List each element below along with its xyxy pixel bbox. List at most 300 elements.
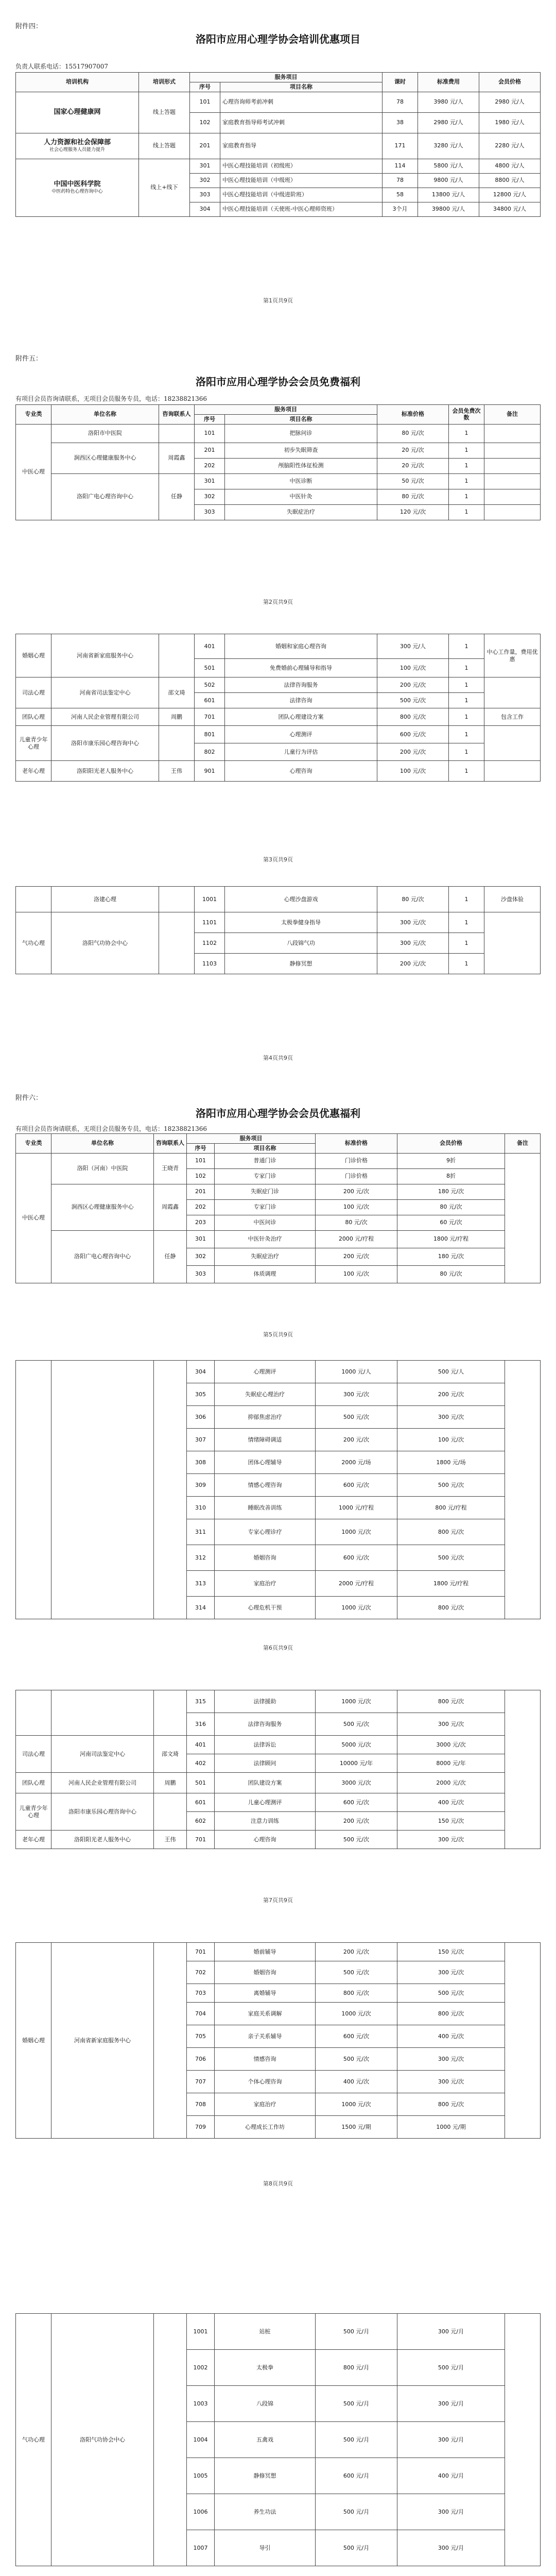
free-benefits-table-cont2 (15, 886, 541, 974)
seq-cell: 401 (187, 1736, 215, 1754)
item-cell: 失眠症心理治疗 (215, 1383, 316, 1406)
page-9 (0, 2210, 556, 2576)
item-cell: 注意力训练 (215, 1812, 316, 1831)
attachment-label: 附件四： (15, 23, 43, 30)
seq-cell: 201 (195, 443, 225, 458)
standard-cell: 80 元/次 (377, 489, 449, 504)
member-cell: 1980 元/人 (479, 112, 541, 133)
item-cell: 普通门诊 (215, 1153, 316, 1168)
times-cell: 1 (449, 912, 484, 933)
standard-cell: 600 元/次 (316, 1545, 397, 1571)
person-cell (159, 424, 195, 443)
person-cell (154, 1690, 187, 1736)
header-field: 专业类 (16, 405, 51, 425)
person-cell (159, 887, 195, 912)
note-cell (484, 458, 541, 473)
seq-cell: 201 (190, 133, 220, 159)
unit-cell: 河南省新家庭服务中心 (51, 1943, 154, 2139)
name-cell: 中医心理技能培训（天使班-中医心理师资班） (220, 202, 383, 216)
member-cell: 300 元/次 (397, 1961, 505, 1984)
seq-cell: 304 (190, 202, 220, 216)
unit-cell: 洛阳阳光老人服务中心 (51, 761, 159, 782)
standard-cell: 39800 元/人 (418, 202, 479, 216)
member-cell: 800 元/次 (397, 2093, 505, 2116)
person-cell: 周鹏 (154, 1773, 187, 1793)
seq-cell: 701 (187, 1943, 215, 1961)
seq-cell: 1103 (195, 954, 225, 974)
person-cell (154, 1361, 187, 1619)
seq-cell: 501 (187, 1773, 215, 1793)
item-cell: 太极拳健身指导 (225, 912, 377, 933)
item-cell: 婚姻咨询 (215, 1545, 316, 1571)
note-cell (505, 1943, 541, 2139)
seq-cell: 315 (187, 1690, 215, 1713)
seq-cell: 101 (195, 424, 225, 443)
unit-cell (51, 1361, 154, 1619)
standard-cell: 5000 元/次 (316, 1736, 397, 1754)
standard-cell: 80 元/次 (316, 1215, 397, 1230)
member-cell: 300 元/月 (397, 2314, 505, 2350)
seq-cell: 307 (187, 1429, 215, 1451)
header-contact: 咨询联系人 (159, 405, 195, 425)
item-cell: 静修冥想 (225, 954, 377, 974)
seq-cell: 1007 (187, 2530, 215, 2566)
standard-cell: 20 元/次 (377, 458, 449, 473)
page-number: 第8页共9页 (263, 2180, 293, 2187)
seq-cell: 310 (187, 1497, 215, 1519)
item-cell: 心理测评 (225, 726, 377, 743)
person-cell: 王伟 (159, 761, 195, 782)
person-cell: 邵文琦 (159, 677, 195, 708)
item-cell: 儿童心理测评 (215, 1793, 316, 1812)
person-cell: 王晓青 (154, 1153, 187, 1184)
header-seq: 序号 (187, 1143, 215, 1153)
name-cell: 中医心理技能培训（中级进阶班） (220, 188, 383, 202)
member-cell: 300 元/次 (397, 1406, 505, 1429)
standard-cell: 100 元/次 (316, 1265, 397, 1283)
item-cell: 家庭治疗 (215, 1571, 316, 1597)
field-cell: 中医心理 (16, 424, 51, 520)
member-cell: 300 元/月 (397, 2386, 505, 2422)
contact-line: 负责人联系电话：15517907007 (15, 63, 108, 70)
item-cell: 法律咨询服务 (215, 1713, 316, 1736)
item-cell: 睡眠改善训练 (215, 1497, 316, 1519)
standard-cell: 200 元/次 (316, 1943, 397, 1961)
item-cell: 团队心理建设方案 (225, 708, 377, 726)
page-number: 第5页共9页 (263, 1331, 293, 1338)
header-hours: 课时 (383, 73, 418, 92)
item-cell: 个体心理咨询 (215, 2071, 316, 2093)
member-cell: 80 元/次 (397, 1199, 505, 1215)
seq-cell: 802 (195, 743, 225, 761)
standard-cell: 3280 元/人 (418, 133, 479, 159)
header-seq: 序号 (195, 414, 225, 424)
times-cell: 1 (449, 933, 484, 954)
times-cell: 1 (449, 659, 484, 677)
seq-cell: 402 (187, 1754, 215, 1773)
member-cell: 1800 元/场 (397, 1451, 505, 1474)
field-cell: 老年心理 (16, 761, 51, 782)
item-cell: 家庭关系调解 (215, 2003, 316, 2025)
member-cell: 400 元/月 (397, 2458, 505, 2494)
standard-cell: 200 元/次 (316, 1429, 397, 1451)
field-cell: 老年心理 (16, 1831, 51, 1849)
times-cell: 1 (449, 743, 484, 761)
person-cell: 任静 (154, 1230, 187, 1283)
field-cell: 司法心理 (16, 677, 51, 708)
seq-cell: 601 (187, 1793, 215, 1812)
seq-cell: 602 (187, 1812, 215, 1831)
seq-cell: 1003 (187, 2386, 215, 2422)
seq-cell: 901 (195, 761, 225, 782)
contact-line: 有项目会员咨询请联系，无项目会员服务专员，电话：18238821366 (15, 395, 207, 402)
header-standard: 标准费用 (418, 73, 479, 92)
org-sub: 中医药特色心理咨询中心 (51, 189, 103, 194)
free-benefits-table-cont (15, 634, 541, 782)
standard-cell: 500 元/次 (316, 1713, 397, 1736)
contact-line: 有项目会员咨询请联系，无项目会员服务专员，电话：18238821366 (15, 1125, 207, 1132)
page-number: 第1页共9页 (263, 297, 293, 304)
item-cell: 法律咨询服务 (225, 677, 377, 693)
note-cell (484, 489, 541, 504)
item-cell: 心理成长工作坊 (215, 2116, 316, 2139)
times-cell: 1 (449, 693, 484, 708)
item-cell: 抑郁焦虑治疗 (215, 1406, 316, 1429)
seq-cell: 1101 (195, 912, 225, 933)
unit-cell: 洛阳市中医院 (51, 424, 159, 443)
person-cell: 王伟 (154, 1831, 187, 1849)
attachment-label: 附件五： (15, 355, 43, 363)
page-2 (0, 330, 556, 618)
discount-benefits-table (15, 1133, 541, 1283)
standard-cell: 400 元/次 (316, 2071, 397, 2093)
standard-cell: 500 元/次 (316, 1831, 397, 1849)
item-cell: 家庭治疗 (215, 2093, 316, 2116)
person-cell (159, 912, 195, 974)
seq-cell: 401 (195, 634, 225, 659)
standard-cell: 1000 元/次 (316, 2003, 397, 2025)
note-cell: 中心工作量，费用优惠 (484, 634, 541, 677)
person-cell (154, 2314, 187, 2566)
member-cell: 300 元/月 (397, 2494, 505, 2530)
discount-benefits-table-cont (15, 1360, 541, 1619)
header-note: 备注 (505, 1134, 541, 1154)
person-cell (159, 634, 195, 677)
note-cell (484, 504, 541, 520)
member-cell: 80 元/次 (397, 1265, 505, 1283)
seq-cell: 601 (195, 693, 225, 708)
times-cell: 1 (449, 887, 484, 912)
unit-cell: 河南人民企业管理有限公司 (51, 708, 159, 726)
seq-cell: 701 (187, 1831, 215, 1849)
seq-cell: 306 (187, 1406, 215, 1429)
member-cell: 8000 元/年 (397, 1754, 505, 1773)
note-cell (505, 1690, 541, 1849)
item-cell: 婚前辅导 (215, 1943, 316, 1961)
standard-cell: 300 元/次 (377, 933, 449, 954)
standard-cell: 13800 元/人 (418, 188, 479, 202)
seq-cell: 304 (187, 1361, 215, 1383)
seq-cell: 311 (187, 1519, 215, 1545)
standard-cell: 1000 元/次 (316, 2093, 397, 2116)
field-cell (16, 1361, 51, 1619)
member-cell: 300 元/月 (397, 2530, 505, 2566)
person-cell: 邵文琦 (154, 1736, 187, 1773)
hours-cell: 78 (383, 92, 418, 112)
attachment-label: 附件六： (15, 1094, 43, 1102)
standard-cell: 300 元/次 (316, 1383, 397, 1406)
standard-cell: 600 元/次 (316, 1793, 397, 1812)
discount-benefits-table-cont4 (15, 2313, 541, 2566)
unit-cell: 河南省新家庭服务中心 (51, 634, 159, 677)
item-cell: 情感心理咨询 (215, 1474, 316, 1497)
item-cell: 颅脑阳性体征检测 (225, 458, 377, 473)
item-cell: 团队建设方案 (215, 1773, 316, 1793)
seq-cell: 704 (187, 2003, 215, 2025)
item-cell: 中医针灸 (225, 489, 377, 504)
seq-cell: 303 (187, 1265, 215, 1283)
seq-cell: 302 (187, 1248, 215, 1265)
note-cell (484, 473, 541, 489)
standard-cell: 800 元/次 (316, 1984, 397, 2003)
unit-cell (51, 1690, 154, 1736)
member-cell: 300 元/次 (397, 1713, 505, 1736)
seq-cell: 102 (187, 1168, 215, 1184)
header-member: 会员价格 (397, 1134, 505, 1154)
seq-cell: 309 (187, 1474, 215, 1497)
item-cell: 中医针灸治疗 (215, 1230, 316, 1248)
times-cell: 1 (449, 473, 484, 489)
item-cell: 免费婚前心理辅导和指导 (225, 659, 377, 677)
note-cell (484, 726, 541, 761)
seq-cell: 1006 (187, 2494, 215, 2530)
item-cell: 团体心理辅导 (215, 1451, 316, 1474)
member-cell: 800 元/次 (397, 1519, 505, 1545)
item-cell: 失眠症门诊 (215, 1184, 316, 1199)
seq-cell: 705 (187, 2025, 215, 2048)
standard-cell: 600 元/月 (316, 2458, 397, 2494)
member-cell: 300 元/次 (397, 1831, 505, 1849)
page-title: 洛阳市应用心理学协会会员优惠福利 (196, 1107, 360, 1120)
item-cell: 导引 (215, 2530, 316, 2566)
times-cell: 1 (449, 458, 484, 473)
seq-cell: 203 (187, 1215, 215, 1230)
standard-cell: 80 元/次 (377, 424, 449, 443)
standard-cell: 200 元/次 (316, 1812, 397, 1831)
standard-cell: 800 元/月 (316, 2350, 397, 2386)
item-cell: 专家心理诊疗 (215, 1519, 316, 1545)
header-services: 服务项目 (187, 1134, 316, 1144)
person-cell: 周鹏 (159, 708, 195, 726)
seq-cell: 1001 (195, 887, 225, 912)
org-cell (16, 159, 139, 216)
item-cell: 心理咨询 (215, 1831, 316, 1849)
standard-cell: 600 元/次 (316, 1474, 397, 1497)
hours-cell: 78 (383, 173, 418, 188)
item-cell: 养生功法 (215, 2494, 316, 2530)
item-cell: 体质调理 (215, 1265, 316, 1283)
name-cell: 家庭教育指导师考试冲刺 (220, 112, 383, 133)
hours-cell: 171 (383, 133, 418, 159)
note-cell (484, 424, 541, 443)
header-item: 项目名称 (225, 414, 377, 424)
standard-cell: 10000 元/年 (316, 1754, 397, 1773)
standard-cell: 9800 元/人 (418, 173, 479, 188)
seq-cell: 1005 (187, 2458, 215, 2494)
seq-cell: 1102 (195, 933, 225, 954)
item-cell: 初步失眠筛查 (225, 443, 377, 458)
header-standard: 标准价格 (377, 405, 449, 425)
standard-cell: 200 元/次 (377, 954, 449, 974)
times-cell: 1 (449, 424, 484, 443)
header-form: 培训形式 (139, 73, 190, 92)
member-cell: 3000 元/次 (397, 1736, 505, 1754)
item-cell: 婚姻和家庭心理咨询 (225, 634, 377, 659)
note-cell (505, 2314, 541, 2566)
member-cell: 300 元/次 (397, 2071, 505, 2093)
standard-cell: 500 元/次 (316, 1961, 397, 1984)
item-cell: 站桩 (215, 2314, 316, 2350)
unit-cell: 河南司法鉴定中心 (51, 1736, 154, 1773)
standard-cell: 500 元/月 (316, 2530, 397, 2566)
seq-cell: 302 (195, 489, 225, 504)
seq-cell: 303 (195, 504, 225, 520)
field-cell (16, 887, 51, 912)
unit-cell: 洛阳气功协会中心 (51, 2314, 154, 2566)
person-cell (154, 1943, 187, 2139)
times-cell: 1 (449, 443, 484, 458)
item-cell: 离婚辅导 (215, 1984, 316, 2003)
standard-cell: 1000 元/次 (316, 1597, 397, 1619)
page-number: 第7页共9页 (263, 1897, 293, 1904)
person-cell: 周霞鑫 (154, 1184, 187, 1230)
times-cell: 1 (449, 761, 484, 782)
member-cell: 150 元/次 (397, 1812, 505, 1831)
person-cell: 任静 (159, 473, 195, 520)
member-cell: 500 元/次 (397, 1474, 505, 1497)
item-cell: 静修冥想 (215, 2458, 316, 2494)
field-cell: 气功心理 (16, 2314, 51, 2566)
hours-cell: 3个月 (383, 202, 418, 216)
page-8 (0, 1932, 556, 2200)
member-cell: 200 元/次 (397, 1383, 505, 1406)
standard-cell: 500 元/次 (316, 2048, 397, 2071)
member-cell: 500 元/次 (397, 1545, 505, 1571)
discount-benefits-table-cont3 (15, 1942, 541, 2139)
standard-cell: 500 元/次 (377, 693, 449, 708)
page-number: 第3页共9页 (263, 856, 293, 863)
org-name: 中国中医科学院 (54, 180, 101, 189)
standard-cell: 1000 元/疗程 (316, 1497, 397, 1519)
member-cell: 500 元/人 (397, 1361, 505, 1383)
member-cell: 400 元/次 (397, 2025, 505, 2048)
name-cell: 心理咨询师考前冲刺 (220, 92, 383, 112)
member-cell: 800 元/次 (397, 1690, 505, 1713)
standard-cell: 5800 元/人 (418, 159, 479, 173)
member-cell: 8800 元/人 (479, 173, 541, 188)
note-cell (484, 443, 541, 458)
item-cell: 五禽戏 (215, 2422, 316, 2458)
note-cell (484, 912, 541, 974)
seq-cell: 703 (187, 1984, 215, 2003)
member-cell: 8折 (397, 1168, 505, 1184)
header-times: 会员免费次数 (449, 405, 484, 425)
item-cell: 心理危机干预 (215, 1597, 316, 1619)
seq-cell: 702 (187, 1961, 215, 1984)
page-1 (0, 0, 556, 314)
item-cell: 专家门诊 (215, 1168, 316, 1184)
field-cell: 儿童青少年心理 (16, 1793, 51, 1831)
seq-cell: 316 (187, 1713, 215, 1736)
note-cell (505, 1153, 541, 1283)
page-number: 第4页共9页 (263, 1055, 293, 1061)
note-cell: 包含工作 (484, 708, 541, 726)
standard-cell: 门诊价格 (316, 1168, 397, 1184)
page-5 (0, 1082, 556, 1345)
standard-cell: 500 元/月 (316, 2314, 397, 2350)
unit-cell: 涧西区心理健康服务中心 (51, 1184, 154, 1230)
form-cell: 线上+线下 (139, 159, 190, 216)
form-cell: 线上答题 (139, 92, 190, 133)
org-cell: 国家心理健康网 (16, 92, 139, 133)
note-cell: 沙盘体验 (484, 887, 541, 912)
item-cell: 失眠症治疗 (225, 504, 377, 520)
seq-cell: 312 (187, 1545, 215, 1571)
times-cell: 1 (449, 708, 484, 726)
item-cell: 法律咨询 (225, 693, 377, 708)
standard-cell: 2000 元/场 (316, 1451, 397, 1474)
item-cell: 儿童行为评估 (225, 743, 377, 761)
member-cell: 100 元/次 (397, 1429, 505, 1451)
page-6 (0, 1350, 556, 1669)
name-cell: 中医心理技能培训（中级班） (220, 173, 383, 188)
header-member: 会员价格 (479, 73, 541, 92)
standard-cell: 100 元/次 (377, 659, 449, 677)
field-cell (16, 1690, 51, 1736)
standard-cell: 300 元/次 (377, 912, 449, 933)
seq-cell: 201 (187, 1184, 215, 1199)
seq-cell: 305 (187, 1383, 215, 1406)
standard-cell: 500 元/月 (316, 2422, 397, 2458)
field-cell: 中医心理 (16, 1153, 51, 1283)
header-note: 备注 (484, 405, 541, 425)
seq-cell: 701 (195, 708, 225, 726)
seq-cell: 1001 (187, 2314, 215, 2350)
standard-cell: 1000 元/人 (316, 1361, 397, 1383)
page-title: 洛阳市应用心理学协会培训优惠项目 (196, 33, 360, 45)
standard-cell: 600 元/次 (316, 2025, 397, 2048)
unit-cell: 洛阳市康乐园心理咨询中心 (51, 1793, 154, 1831)
member-cell: 9折 (397, 1153, 505, 1168)
seq-cell: 301 (195, 473, 225, 489)
standard-cell: 2000 元/疗程 (316, 1230, 397, 1248)
item-cell: 心理咨询 (225, 761, 377, 782)
item-cell: 心理测评 (215, 1361, 316, 1383)
standard-cell: 20 元/次 (377, 443, 449, 458)
seq-cell: 202 (195, 458, 225, 473)
times-cell: 1 (449, 634, 484, 659)
seq-cell: 801 (195, 726, 225, 743)
standard-cell: 80 元/次 (377, 887, 449, 912)
org-cell (16, 133, 139, 159)
member-cell: 180 元/次 (397, 1248, 505, 1265)
item-cell: 中医诊断 (225, 473, 377, 489)
seq-cell: 707 (187, 2071, 215, 2093)
item-cell: 失眠症治疗 (215, 1248, 316, 1265)
item-cell: 婚姻咨询 (215, 1961, 316, 1984)
seq-cell: 314 (187, 1597, 215, 1619)
seq-cell: 313 (187, 1571, 215, 1597)
